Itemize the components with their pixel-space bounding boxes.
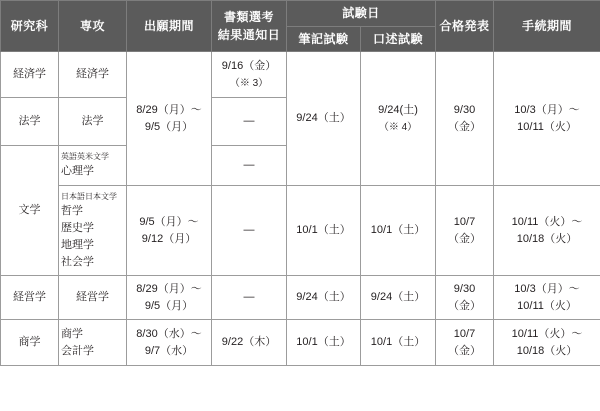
- header-major: 専攻: [59, 1, 127, 52]
- result-announcement-2-line1: 10/7: [453, 215, 476, 228]
- table-row: [1, 186, 600, 276]
- cell-screening-result-5: ―: [212, 276, 287, 320]
- header-screening-result-date-line1: 書類選考: [223, 9, 274, 24]
- cell-faculty-law: 法学: [1, 98, 59, 146]
- header-procedure-period: 手続期間: [494, 1, 600, 52]
- table-row: [1, 320, 600, 366]
- cell-screening-result-2: ―: [212, 98, 287, 146]
- header-screening-result-date-line2: 結果通知日: [217, 28, 281, 43]
- cell-oral-exam-3: 9/24（土）: [361, 276, 436, 320]
- cell-major-economics: 経済学: [59, 52, 127, 98]
- header-exam-date: 試験日: [287, 1, 436, 27]
- cell-major-humanities: [59, 186, 127, 276]
- cell-procedure-period-1: [494, 52, 600, 186]
- cell-oral-exam-1: [361, 52, 436, 186]
- cell-major-law: 法学: [59, 98, 127, 146]
- procedure-period-4-line1: 10/11（火）～: [511, 327, 583, 340]
- oral-exam-1-note: （※ 4）: [378, 121, 418, 133]
- cell-screening-result-3: ―: [212, 146, 287, 186]
- major-humanities-name-1: 哲学: [61, 204, 83, 217]
- header-screening-result-date: [212, 1, 287, 52]
- header-result-announcement: 合格発表: [436, 1, 494, 52]
- cell-application-period-2: [127, 186, 212, 276]
- application-period-2-line2: 9/12（月）: [141, 232, 197, 245]
- result-announcement-3-line1: 9/30: [453, 282, 476, 295]
- result-announcement-3-line2: （金）: [448, 299, 482, 312]
- cell-written-exam-4: 10/1（土）: [287, 320, 361, 366]
- result-announcement-1-line2: （金）: [448, 120, 482, 133]
- cell-written-exam-3: 9/24（土）: [287, 276, 361, 320]
- major-psychology-name: 心理学: [61, 165, 94, 178]
- procedure-period-1-line2: 10/11（火）: [517, 120, 577, 133]
- result-announcement-1-line1: 9/30: [453, 103, 476, 116]
- table-row: [1, 276, 600, 320]
- cell-faculty-management: 経営学: [1, 276, 59, 320]
- cell-procedure-period-4: [494, 320, 600, 366]
- cell-faculty-commerce: 商学: [1, 320, 59, 366]
- header-application-period: 出願期間: [127, 1, 212, 52]
- result-announcement-4-line1: 10/7: [453, 327, 476, 340]
- table-row: [1, 52, 600, 98]
- major-humanities-sub: 日本語日本文学: [61, 191, 117, 201]
- application-period-1-line2: 9/5（月）: [144, 120, 194, 133]
- procedure-period-2-line1: 10/11（火）～: [511, 215, 583, 228]
- procedure-period-2-line2: 10/18（火）: [516, 232, 578, 245]
- cell-written-exam-2: 10/1（土）: [287, 186, 361, 276]
- cell-result-announcement-1: [436, 52, 494, 186]
- cell-application-period-1: [127, 52, 212, 186]
- application-period-4-line1: 8/30（水）～: [136, 327, 202, 340]
- oral-exam-1-line1: 9/24(土): [378, 103, 418, 116]
- application-period-1-line1: 8/29（月）～: [136, 103, 202, 116]
- major-humanities-name-4: 社会学: [61, 255, 94, 268]
- cell-faculty-economics: 経済学: [1, 52, 59, 98]
- table-header: [1, 1, 600, 52]
- cell-major-psychology: [59, 146, 127, 186]
- cell-application-period-3: [127, 276, 212, 320]
- result-announcement-4-line2: （金）: [448, 344, 482, 357]
- header-faculty: 研究科: [1, 1, 59, 52]
- cell-major-management: 経営学: [59, 276, 127, 320]
- result-announcement-2-line2: （金）: [448, 232, 482, 245]
- header-written-exam: 筆記試験: [287, 26, 361, 52]
- cell-faculty-literature: 文学: [1, 146, 59, 276]
- major-commerce-name-2: 会計学: [61, 344, 94, 357]
- cell-application-period-4: [127, 320, 212, 366]
- cell-result-announcement-4: [436, 320, 494, 366]
- cell-result-announcement-3: [436, 276, 494, 320]
- application-period-2-line1: 9/5（月）～: [139, 215, 199, 228]
- application-period-4-line2: 9/7（水）: [144, 344, 194, 357]
- cell-screening-result-1: [212, 52, 287, 98]
- cell-oral-exam-4: 10/1（土）: [361, 320, 436, 366]
- header-oral-exam: 口述試験: [361, 26, 436, 52]
- header-row-1: [1, 1, 600, 27]
- cell-oral-exam-2: 10/1（土）: [361, 186, 436, 276]
- cell-written-exam-1: 9/24（土）: [287, 52, 361, 186]
- screening-result-1-note: （※ 3）: [229, 77, 269, 89]
- major-humanities-name-2: 歴史学: [61, 221, 94, 234]
- application-period-3-line1: 8/29（月）～: [136, 282, 202, 295]
- cell-screening-result-6: 9/22（木）: [212, 320, 287, 366]
- cell-screening-result-4: ―: [212, 186, 287, 276]
- cell-procedure-period-2: [494, 186, 600, 276]
- major-humanities-name-3: 地理学: [61, 238, 94, 251]
- major-commerce-name-1: 商学: [61, 327, 83, 340]
- screening-result-1-line1: 9/16（金）: [221, 59, 277, 72]
- cell-major-commerce: [59, 320, 127, 366]
- application-period-3-line2: 9/5（月）: [144, 299, 194, 312]
- cell-procedure-period-3: [494, 276, 600, 320]
- table-body: [1, 52, 600, 366]
- procedure-period-3-line1: 10/3（月）～: [514, 282, 580, 295]
- procedure-period-4-line2: 10/18（火）: [516, 344, 578, 357]
- procedure-period-3-line2: 10/11（火）: [517, 299, 577, 312]
- procedure-period-1-line1: 10/3（月）～: [514, 103, 580, 116]
- cell-result-announcement-2: [436, 186, 494, 276]
- major-psychology-sub: 英語英米文学: [61, 152, 109, 162]
